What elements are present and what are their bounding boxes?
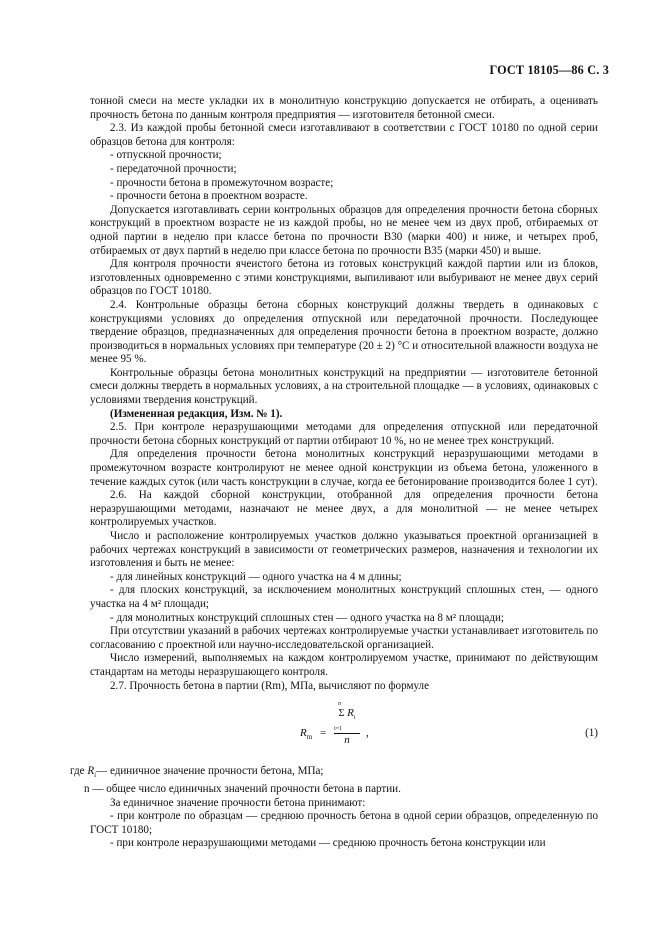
paragraph: Для определения прочности бетона монолитных конструкций неразрушающими методами в промежуточном возрасте контролируют не менее одной конструкции из объема бетона, уложенного в течение каждых суток (или часть конструкции в случае, когда ее бетонирование производится более 1 сут). bbox=[90, 448, 598, 488]
paragraph: Допускается изготавливать серии контрольных образцов для определения прочности бетона сборных конструкций в проектном возрасте не из каждой пробы, но не менее чем из двух проб, отбираемых от одной партии в неделю при классе бетона по прочности В30 (марки 400) и ниже, и четырех проб, отбираемых от двух партий в неделю при классе бетона по прочности В35 (марки 450) и выше. bbox=[90, 203, 598, 257]
definition-n: n — общее число единичных значений прочности бетона в партии. bbox=[84, 782, 401, 795]
sum-symbol: Σ bbox=[338, 708, 345, 720]
paragraph: За единичное значение прочности бетона принимают: bbox=[110, 796, 366, 809]
paragraph-2-5: 2.5. При контроле неразрушающими методами для определения отпускной или передаточной прочности бетона сборных конструкций от партии отбирают 10 %, но не менее трех конструкций. bbox=[90, 421, 598, 447]
paragraph-2-4: 2.4. Контрольные образцы бетона сборных конструкций должны твердеть в одинаковых с конструкциями условиях до определения отпускной или передаточной прочности. Последующее твердение образцов, предназначенных для определения прочности бетона в проектном возрасте, должно производиться в нормальных условиях при температуре (20 ± 2) °С и относительной влажности воздуха не менее 95 %. bbox=[90, 298, 598, 366]
list-item: - отпускной прочности; bbox=[110, 149, 222, 162]
paragraph-2-3: 2.3. Из каждой пробы бетонной смеси изготавливают в соответствии с ГОСТ 10180 по одной серии образцов бетона для контроля: bbox=[90, 122, 598, 148]
sum-lower-limit: i=1 bbox=[334, 725, 343, 732]
formula-number: (1) bbox=[585, 727, 598, 740]
list-item: - при контроле по образцам — среднюю прочность бетона в одной серии образцов, определенную по ГОСТ 10180; bbox=[90, 810, 598, 836]
list-item: - передаточной прочности; bbox=[110, 162, 237, 175]
list-item: - при контроле неразрушающими методами — среднюю прочность бетона конструкции или bbox=[110, 837, 546, 850]
paragraph: Контрольные образцы бетона монолитных конструкций на предприятии — изготовителе бетонной смеси должны твердеть в нормальных условиях, а на строительной площадке — в условиях, одинаковых с условиями твердения конструкций. bbox=[90, 366, 598, 407]
formula-expression bbox=[300, 699, 380, 759]
paragraph: Число и расположение контролируемых участков должно указываться проектной организацией в рабочих чертежах конструкций в зависимости от геометрических размеров, назначения и технологии их изготовления и быть не менее: bbox=[90, 530, 598, 570]
paragraph: тонной смеси на месте укладки их в монолитную конструкцию допускается не отбирать, а оценивать прочность бетона по данным контроля предприятия — изготовителя бетонной смеси. bbox=[90, 95, 598, 121]
paragraph: Для контроля прочности ячеистого бетона из готовых конструкций каждой партии или из блоков, изготовленных одновременно с этими конструкциями, выпиливают или выбуривают не менее двух серий образцов по ГОСТ 10180. bbox=[90, 258, 598, 298]
list-item: - для плоских конструкций, за исключением монолитных конструкций сплошных стен, — одного участка на 4 м² площади; bbox=[90, 584, 598, 610]
definition-ri: где $R_i—$ единичное значение прочности бетона, МПа; bbox=[70, 765, 324, 780]
document-body bbox=[70, 95, 598, 851]
paragraph: Число измерений, выполняемых на каждом контролируемом участке, принимают по действующим стандартам на методы неразрушающего контроля. bbox=[90, 652, 598, 678]
list-item: - для линейных конструкций — одного участка на 4 м длины; bbox=[110, 570, 402, 583]
formula-lhs: $R_m$ bbox=[300, 727, 313, 742]
formula-1 bbox=[90, 699, 598, 761]
formula-fraction bbox=[334, 701, 360, 746]
paragraph: При отсутствии указаний в рабочих чертежах контролируемые участки устанавливает изготовитель по согласованию с проектной или научно-исследовательской организацией. bbox=[90, 625, 598, 651]
formula-denominator: n bbox=[344, 733, 350, 746]
page-header: ГОСТ 18105—86 С. 3 bbox=[489, 63, 609, 77]
sum-upper-limit: n bbox=[338, 701, 341, 708]
paragraph-2-7: 2.7. Прочность бетона в партии (Rm), МПа, вычисляют по формуле bbox=[110, 679, 430, 692]
paragraph-2-6: 2.6. На каждой сборной конструкции, отобранной для определения прочности бетона неразрушающими методами, назначают не менее двух, а для монолитной — не менее четырех контролируемых участков. bbox=[90, 489, 598, 529]
list-item: - для монолитных конструкций сплошных стен — одного участка на 8 м² площади; bbox=[110, 611, 504, 624]
list-item: - прочности бетона в промежуточном возрасте; bbox=[110, 176, 334, 189]
list-item: - прочности бетона в проектном возрасте. bbox=[110, 190, 308, 203]
formula-comma: , bbox=[366, 727, 369, 740]
formula-equals: = bbox=[320, 727, 327, 740]
sum-term: $R_i$ bbox=[347, 707, 356, 722]
amendment-note: (Измененная редакция, Изм. № 1). bbox=[110, 407, 283, 420]
